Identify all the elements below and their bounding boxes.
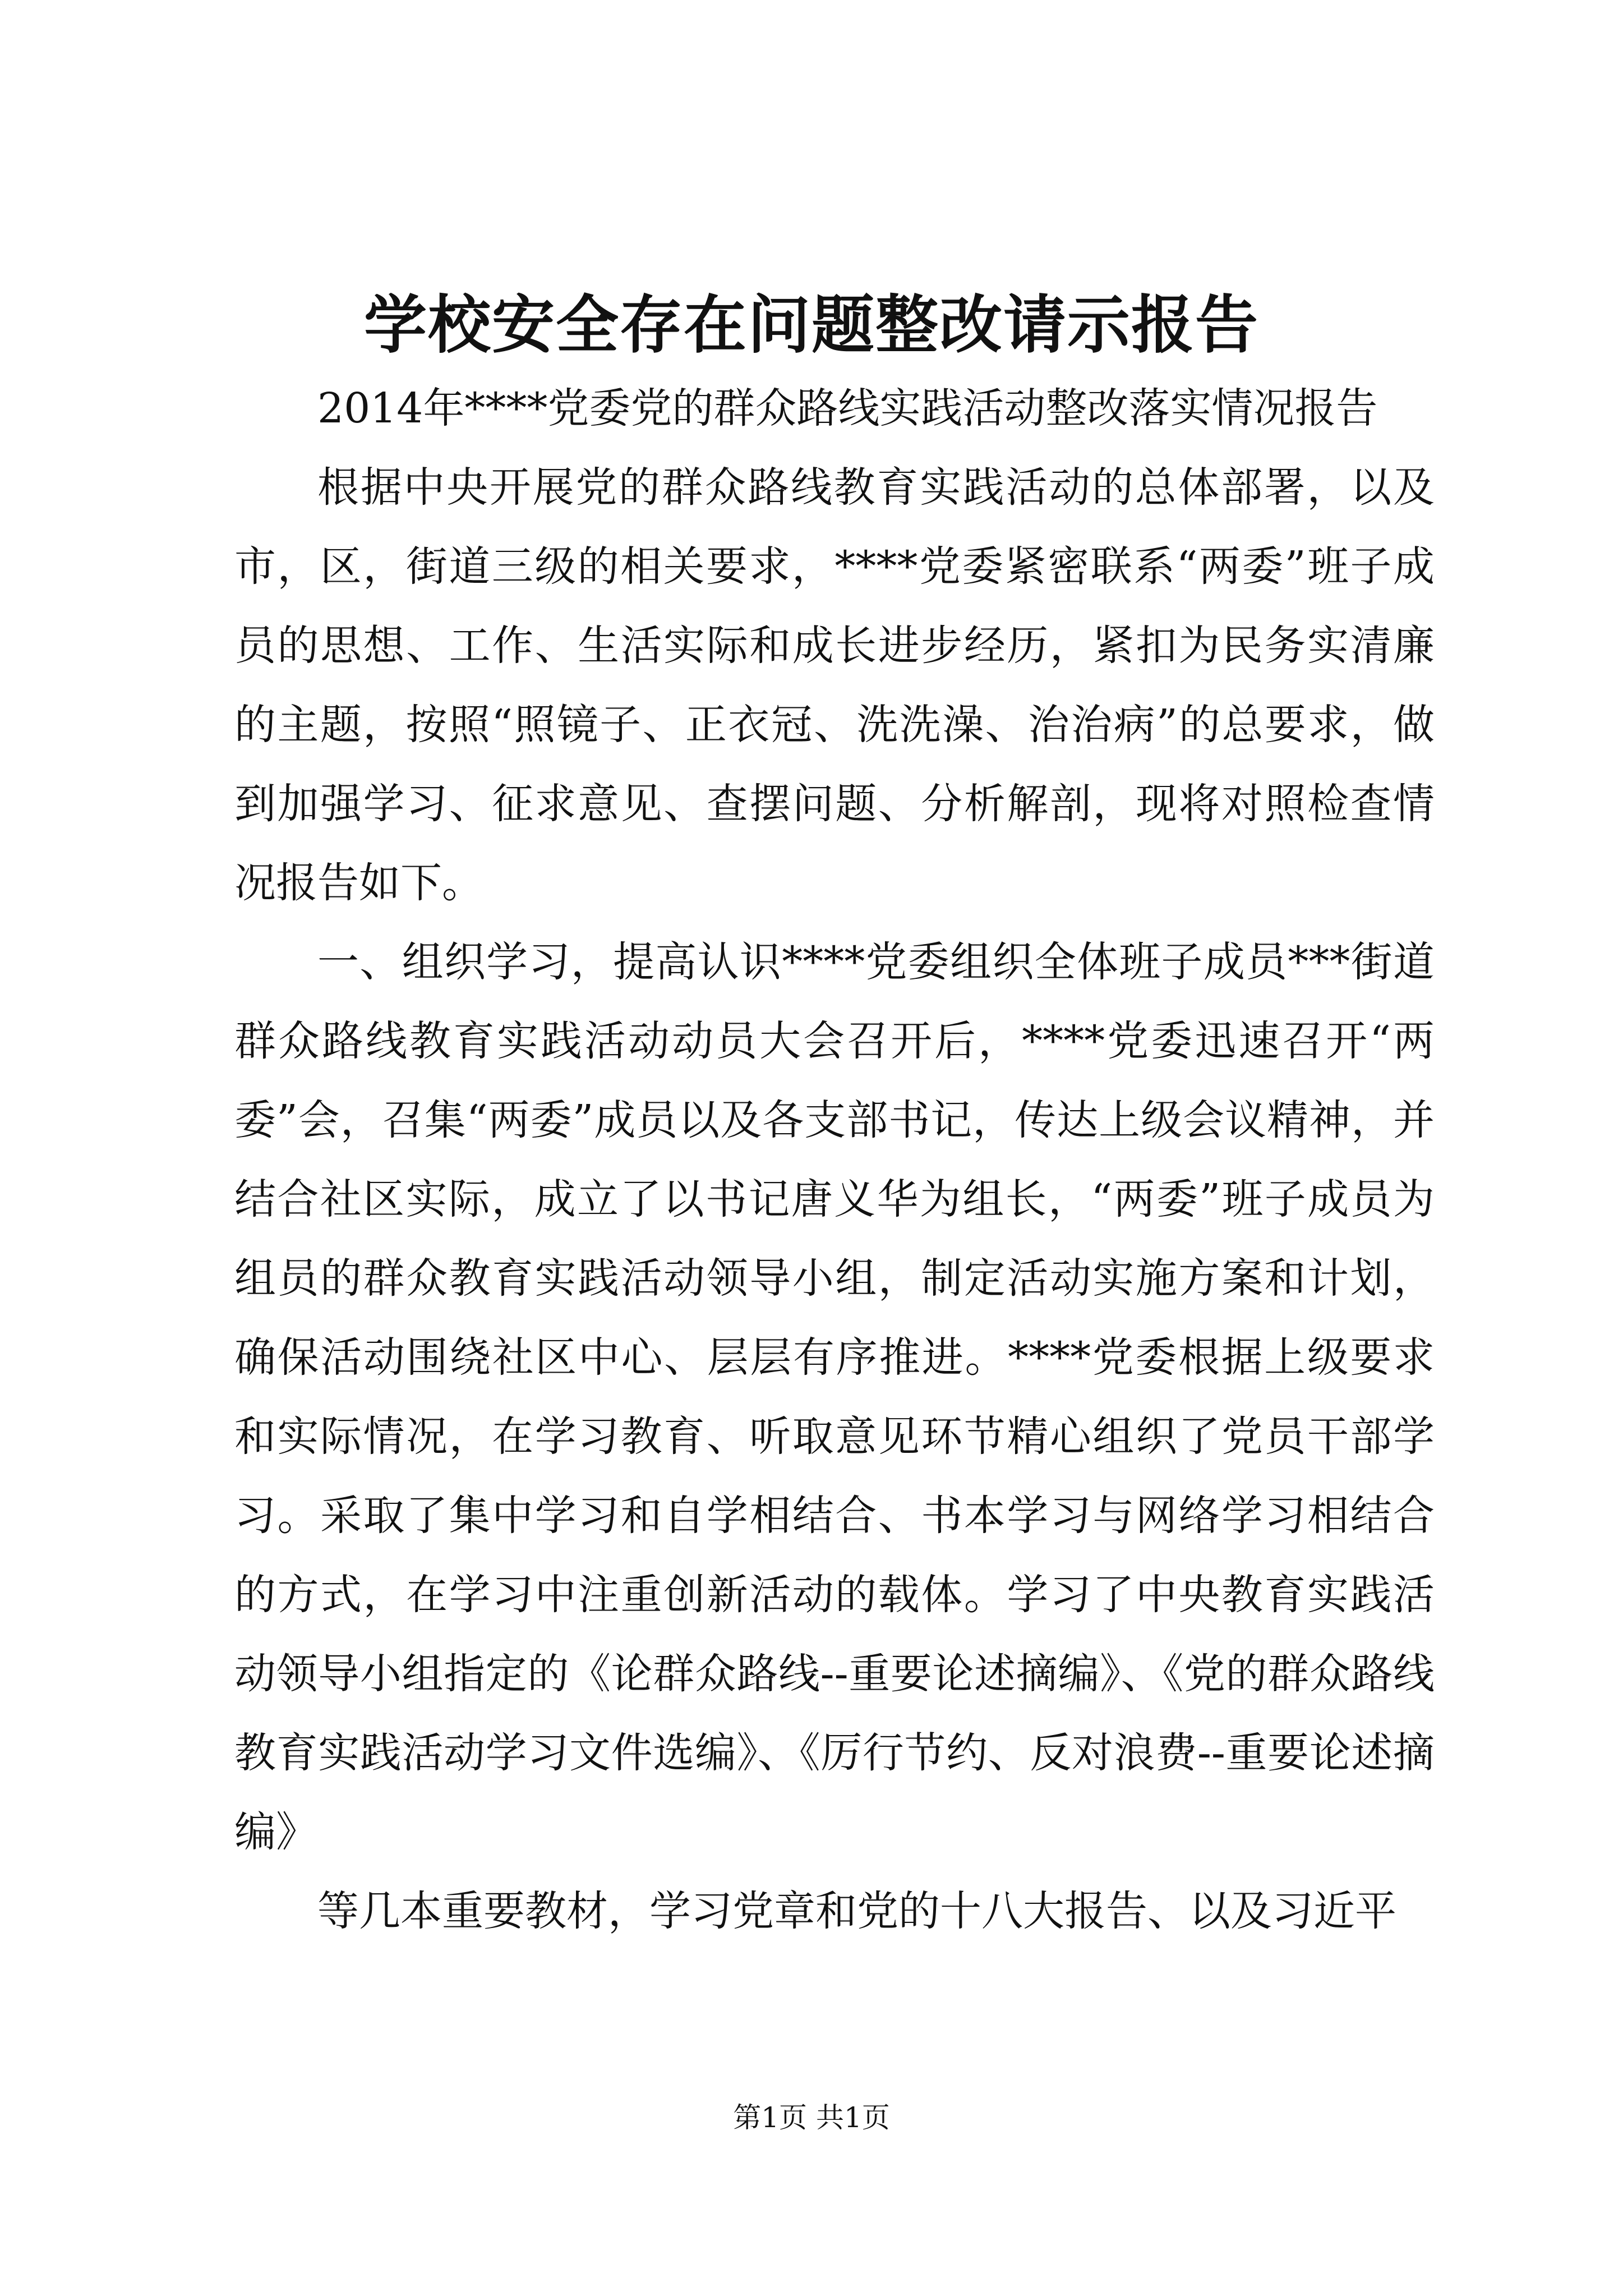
paragraph-section-1: 一、组织学习，提高认识****党委组织全体班子成员***街道群众路线教育实践活动动员大会召开后，****党委迅速召开“两委”会，召集“两委”成员以及各支部书记，传达上级会议精神，并结合社区实际，成立了以书记唐义华为组长，“两委”班子成员为组员的群众教育实践活动领导小组，制定活动实施方案和计划，确保活动围绕社区中心、层层有序推进。****党委根据上级要求和实际情况，在学习教育、听取意见环节精心组织了党员干部学习。采取了集中学习和自学相结合、书本学习与网络学习相结合的方式，在学习中注重创新活动的载体。学习了中央教育实践活动领导小组指定的《论群众路线--重要论述摘编》、《党的群众路线教育实践活动学习文件选编》、《厉行节约、反对浪费--重要论述摘编》 (234, 938, 1435, 1856)
document-title: 学校安全存在问题整改请示报告 (364, 288, 1259, 362)
paragraph-intro: 根据中央开展党的群众路线教育实践活动的总体部署，以及市，区，街道三级的相关要求，****党委紧密联系“两委”班子成员的思想、工作、生活实际和成长进步经历，紧扣为民务实清廉的主题，按照“照镜子、正衣冠、洗洗澡、治治病”的总要求，做到加强学习、征求意见、查摆问题、分析解剖，现将对照检查情况报告如下。 (234, 463, 1435, 907)
document-body (234, 369, 1435, 1951)
paragraph-continuation: 等几本重要教材，学习党章和党的十八大报告、以及习近平 (317, 1887, 1396, 1935)
document-subtitle: 2014年****党委党的群众路线实践活动整改落实情况报告 (317, 384, 1378, 432)
page-footer: 第1页 共1页 (733, 2101, 890, 2134)
